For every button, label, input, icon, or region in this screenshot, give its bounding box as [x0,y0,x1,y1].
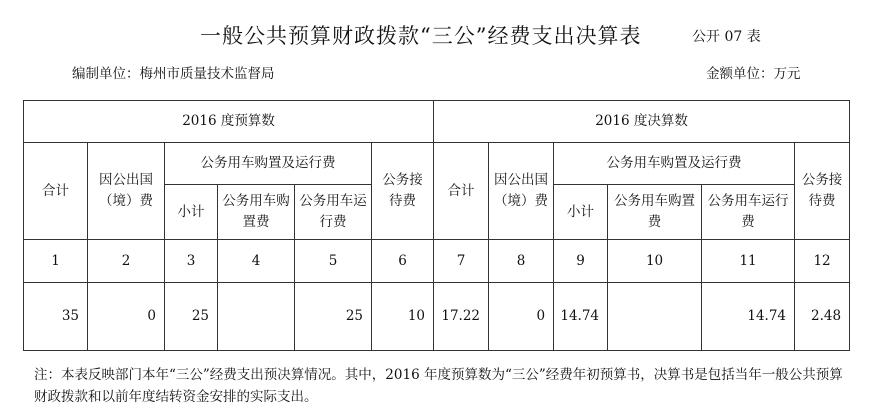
col-number: 7 [434,240,489,283]
expenditure-table [23,100,850,351]
value-cell: 17.22 [434,283,489,351]
budget-vehicle-header: 公务用车购置及运行费 [165,143,372,185]
value-cell: 14.74 [702,283,795,351]
value-cell: 14.74 [554,283,608,351]
group-header-row [24,101,850,143]
column-header-row-1 [24,143,850,185]
final-abroad-header: 因公出国（境）费 [489,143,554,240]
value-cell: 0 [489,283,554,351]
col-number: 12 [795,240,850,283]
col-number: 2 [88,240,165,283]
report-title: 一般公共预算财政拨款“三公”经费支出决算表 [200,24,642,48]
col-number: 11 [702,240,795,283]
value-cell: 0 [88,283,165,351]
final-vehicle-header: 公务用车购置及运行费 [554,143,795,185]
value-cell: 25 [165,283,218,351]
value-cell: 10 [372,283,434,351]
final-group-header: 2016 度决算数 [434,101,850,143]
compiling-unit: 编制单位：梅州市质量技术监督局 [72,66,275,82]
col-number: 10 [608,240,702,283]
budget-subtotal-header: 小计 [165,185,218,240]
title-row [0,20,870,50]
amount-unit: 金额单位：万元 [706,66,801,82]
budget-group-header: 2016 度预算数 [24,101,434,143]
value-cell [218,283,295,351]
form-number: 公开 07 表 [692,29,761,45]
value-cell: 25 [295,283,372,351]
col-number: 6 [372,240,434,283]
final-purchase-header: 公务用车购置费 [608,185,702,240]
col-number: 9 [554,240,608,283]
budget-reception-header: 公务接待费 [372,143,434,240]
budget-operation-header: 公务用车运行费 [295,185,372,240]
budget-total-header: 合计 [24,143,88,240]
col-number: 1 [24,240,88,283]
value-cell: 35 [24,283,88,351]
final-operation-header: 公务用车运行费 [702,185,795,240]
value-cell: 2.48 [795,283,850,351]
col-number: 8 [489,240,554,283]
value-row [24,283,850,351]
footnote: 注：本表反映部门本年“三公”经费支出预决算情况。其中，2016 年度预算数为“三公”经费年初预算书，决算书是包括当年一般公共预算财政拨款和以前年度结转资金安排的实际支出。 [34,367,843,405]
col-number: 3 [165,240,218,283]
budget-abroad-header: 因公出国（境）费 [88,143,165,240]
value-cell [608,283,702,351]
col-number: 5 [295,240,372,283]
final-total-header: 合计 [434,143,489,240]
col-number: 4 [218,240,295,283]
column-number-row [24,240,850,283]
final-subtotal-header: 小计 [554,185,608,240]
budget-purchase-header: 公务用车购置费 [218,185,295,240]
final-reception-header: 公务接待费 [795,143,850,240]
